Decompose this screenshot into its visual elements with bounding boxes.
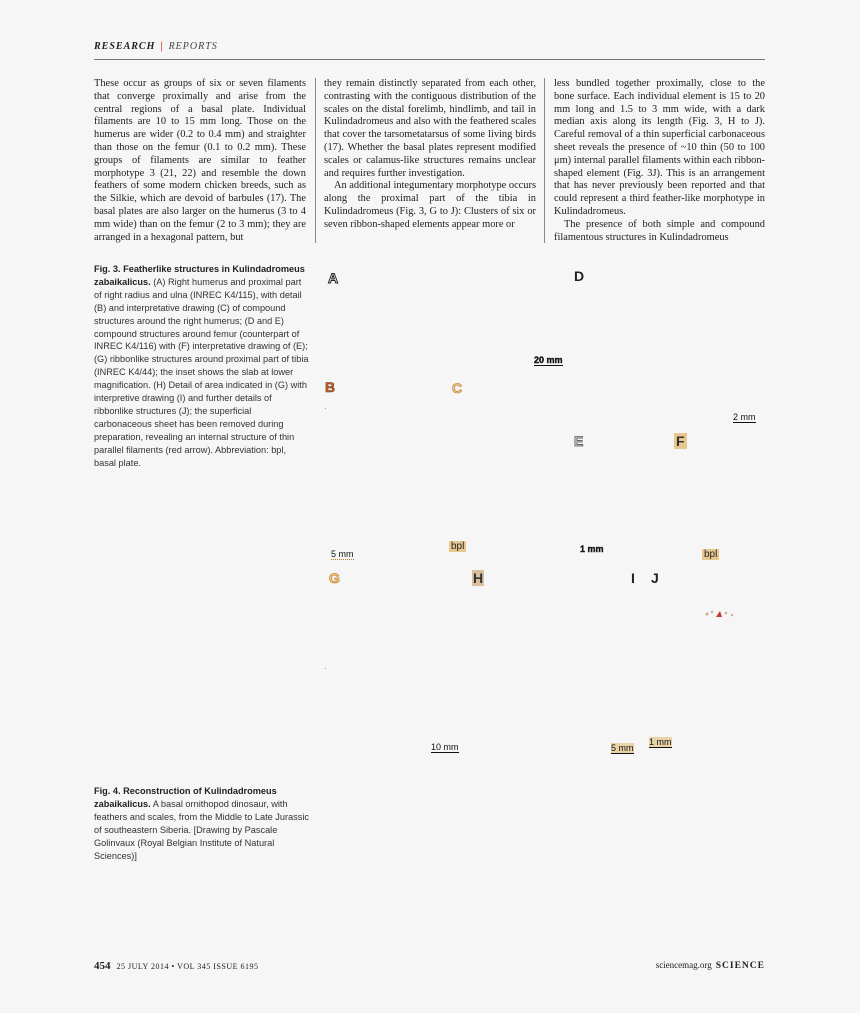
paragraph: These occur as groups of six or seven filaments that converge proximally and arise from the central regions of a basal plate. Individual filaments are 10 to 15 mm long. Those on the humerus are wider (0.2 to 0.4 mm) and straighter than those on the femur (0.1 to 0.2 mm). These groups of filaments are similar to feather morphotype 3 (21, 22) and resemble the down feathers of some modern chicken breeds, such as the Silkie, which are devoid of barbules (17). The basal plates are also larger on the humerus (3 to 4 mm wide) than on the femur (2 to 3 mm); they are arranged in a hexagonal pattern, but (94, 78, 306, 243)
scale-bar-1mm-j: 1 mm (580, 544, 604, 554)
bpl-label: bpl (451, 541, 465, 552)
body-column-1 (94, 78, 306, 244)
header-rule (94, 59, 765, 60)
fig4-caption-title: Fig. 4. Reconstruction of Kulindadromeus zabaikalicus. (94, 786, 277, 809)
speck (325, 408, 326, 409)
section-label: RESEARCH (94, 41, 156, 52)
fig4-caption-text: A basal ornithopod dinosaur, with feathers and scales, from the Middle to Late Jurassic of southeastern Siberia. [Drawing by Pascale Golinvaux (Royal Belgian Institute of Natural Sciences)] (94, 798, 309, 861)
paragraph: less bundled together proximally, close to the bone surface. Each individual element is 15 to 20 mm long and 1.5 to 3 mm wide, with a dark median axis along its length (Fig. 3, H to J). Careful removal of a thin superficial carbonaceous sheet reveals the presence of ~10 thin (50 to 100 μm) internal parallel filaments within each ribbon-shaped element (Fig. 3J). This is an arrangement that has never previously been reported and that could represent a third feather-like morphotype in Kulindadromeus. (554, 78, 765, 217)
column-rule (544, 78, 545, 243)
panel-label-e: E (574, 433, 584, 449)
panel-label-d: D (574, 268, 585, 284)
paragraph: The presence of both simple and compound filamentous structures in Kulindadromeus (554, 218, 765, 243)
footer-left (94, 960, 258, 972)
paragraph: they remain distinctly separated from each other, contrasting with the contiguous distribution of the scales on the distal forelimb, hindlimb, and tail in Kulindadromeus and also with the feathered scales that cover the tarsometatarsus of some living birds (17). Whether the basal plates represent modified scales or calamus-like structures remains unclear and requires further investigation. (324, 78, 536, 179)
panel-label-b: B (325, 379, 336, 395)
speck (325, 668, 326, 669)
panel-label-h: H (473, 570, 484, 586)
column-rule (315, 78, 316, 243)
scale-bar-1mm-k: 1 mm (649, 737, 672, 747)
body-column-3 (554, 78, 765, 244)
body-column-2 (324, 78, 536, 232)
issue-info: 25 JULY 2014 • VOL 345 ISSUE 6195 (116, 962, 259, 971)
scale-bar-2mm: 2 mm (733, 412, 756, 422)
panel-label-c: C (452, 380, 463, 396)
subsection-label: REPORTS (168, 41, 218, 52)
paragraph: An additional integumentary morphotype occurs along the proximal part of the tibia in Kulindadromeus (Fig. 3, G to J): Clusters of six or seven ribbon-shaped elements appear more or (324, 180, 536, 230)
journal-name: SCIENCE (715, 961, 765, 971)
panel-label-f: F (676, 433, 685, 449)
running-header (94, 41, 765, 52)
panel-label-j: J (651, 570, 659, 586)
scale-bar-10mm: 10 mm (431, 742, 459, 752)
fig3-caption (94, 263, 310, 470)
fig3-caption-title: Fig. 3. Featherlike structures in Kulindadromeus zabaikalicus. (94, 264, 305, 287)
scale-bar-20mm: 20 mm (534, 355, 563, 365)
fig3-caption-text: (A) Right humerus and proximal part of right radius and ulna (INREC K4/115), with detail (B) and interpretative drawing (C) of compound structures around the right humerus; (D and E) compound structures around femur (counterpart of INREC K4/116) with (F) interpretative drawing of (E); (G) ribbonlike structures around proximal part of tibia (INREC K4/44); the inset shows the slab at lower magnification. (H) Detail of area indicated in (G) with interpretive drawing (I) and further details of ribbonlike structures (J); the superficial carbonaceous sheet has been removed during preparation, revealing an internal structure of thin parallel filaments (red arrow). Abbreviation: bpl, basal plate. (94, 276, 309, 468)
scale-bar-5mm-i: 5 mm (611, 743, 634, 753)
panel-label-i: I (631, 570, 635, 586)
footer-right (656, 960, 765, 971)
panel-label-a: A (328, 270, 339, 286)
fig4-caption (94, 785, 310, 862)
red-arrow-icon (704, 608, 736, 620)
page-number: 454 (94, 960, 111, 972)
panel-label-g: G (329, 570, 340, 586)
site-url: sciencemag.org (655, 960, 712, 970)
bpl-label: bpl (704, 549, 718, 560)
scale-bar-5mm-g: 5 mm (331, 549, 354, 559)
header-separator: | (160, 41, 164, 52)
